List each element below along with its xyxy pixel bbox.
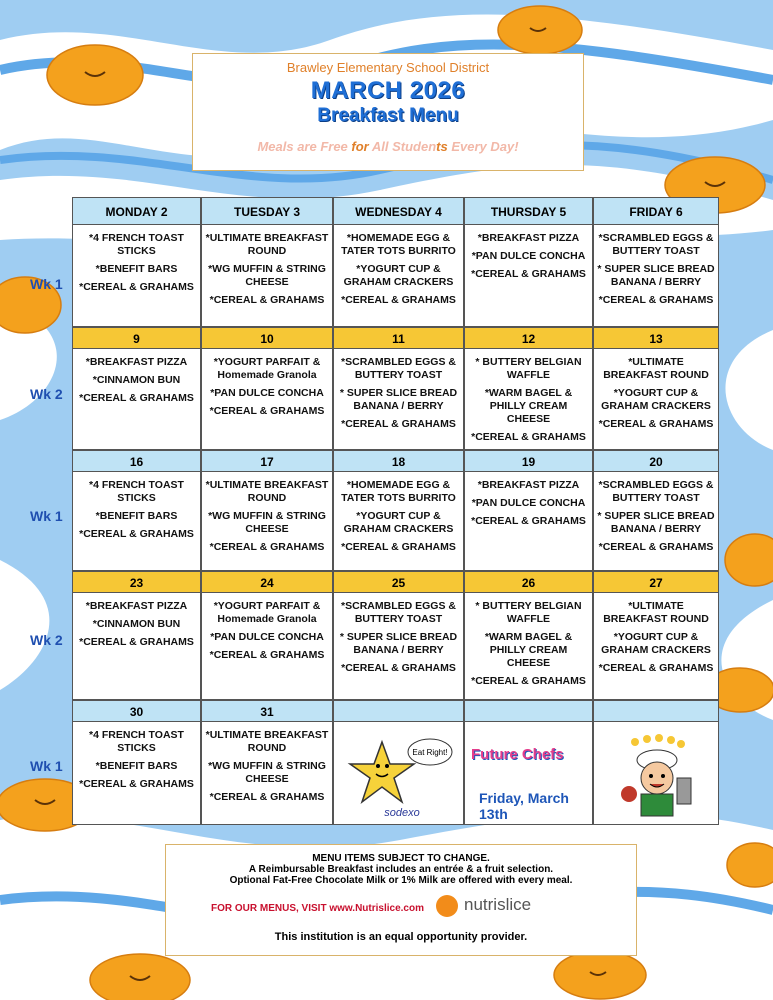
menu-item: *CEREAL & GRAHAMS	[598, 294, 714, 306]
menu-item: *BENEFIT BARS	[95, 263, 178, 275]
future-chefs-logo	[467, 740, 595, 822]
day-header	[201, 571, 333, 593]
menu-item: * SUPER SLICE BREAD BANANA / BERRY	[597, 263, 715, 288]
day-header	[333, 327, 464, 349]
menu-item: * SUPER SLICE BREAD BANANA / BERRY	[339, 631, 458, 656]
menu-item: *YOGURT PARFAIT & Homemade Granola	[213, 356, 321, 381]
day-menu-items	[467, 351, 590, 444]
day-label: THURSDAY 5	[490, 205, 567, 219]
menu-item: * BUTTERY BELGIAN WAFFLE	[475, 600, 582, 625]
menu-item: *CEREAL & GRAHAMS	[598, 418, 714, 430]
day-label: MONDAY 2	[105, 205, 168, 219]
nutrislice-logo-icon	[436, 895, 458, 917]
day-label: 16	[129, 455, 144, 469]
day-cell	[464, 197, 593, 327]
menu-item: *PAN DULCE CONCHA	[471, 497, 586, 509]
menu-item: *WG MUFFIN & STRING CHEESE	[208, 263, 326, 288]
menu-item: *BREAKFAST PIZZA	[477, 232, 580, 244]
day-menu-items	[336, 227, 461, 307]
menu-title: Breakfast Menu	[317, 105, 459, 126]
day-header	[464, 197, 593, 225]
day-menu-items	[75, 351, 198, 405]
day-label: 19	[521, 455, 536, 469]
day-label: FRIDAY 6	[629, 205, 683, 219]
day-label: 30	[129, 705, 144, 719]
free-text-2: All Studen	[368, 139, 437, 154]
day-header	[72, 700, 201, 722]
free-text-3: Every Day!	[447, 139, 519, 154]
menu-item: *CEREAL & GRAHAMS	[341, 418, 456, 430]
menu-item: *ULTIMATE BREAKFAST ROUND	[205, 729, 329, 754]
day-menu-items	[204, 351, 330, 418]
week-label: Wk 1	[30, 758, 63, 774]
menu-item: *CEREAL & GRAHAMS	[471, 515, 586, 527]
day-header	[464, 700, 593, 722]
menu-item: *HOMEMADE EGG & TATER TOTS BURRITO	[341, 479, 456, 504]
menu-item: *YOGURT CUP & GRAHAM CRACKERS	[601, 631, 711, 656]
day-label: 9	[133, 332, 140, 346]
menu-item: *CEREAL & GRAHAMS	[79, 528, 194, 540]
week-label: Wk 1	[30, 276, 63, 292]
week-label: Wk 2	[30, 386, 63, 402]
menu-item: *CEREAL & GRAHAMS	[471, 675, 586, 687]
menu-item: *CEREAL & GRAHAMS	[598, 662, 714, 674]
menu-item: *PAN DULCE CONCHA	[210, 387, 324, 399]
day-header	[333, 571, 464, 593]
free-text-for: for	[351, 139, 369, 154]
day-header	[593, 197, 719, 225]
day-header	[72, 327, 201, 349]
menu-item: *WARM BAGEL & PHILLY CREAM CHEESE	[484, 631, 573, 669]
day-label: 17	[260, 455, 274, 469]
menu-item: *CEREAL & GRAHAMS	[209, 405, 325, 417]
day-header	[201, 327, 333, 349]
menu-item: * SUPER SLICE BREAD BANANA / BERRY	[597, 510, 715, 535]
day-menu-items	[336, 595, 461, 675]
day-menu-items	[204, 724, 330, 804]
menu-item: *BREAKFAST PIZZA	[477, 479, 580, 491]
day-menu-items	[75, 724, 198, 791]
menu-item: * SUPER SLICE BREAD BANANA / BERRY	[339, 387, 458, 412]
menu-item: *YOGURT CUP & GRAHAM CRACKERS	[343, 263, 454, 288]
day-cell	[201, 197, 333, 327]
sodexo-bubble-text: Eat Right!	[412, 748, 448, 757]
day-cell	[201, 571, 333, 700]
menu-item: *CEREAL & GRAHAMS	[598, 541, 714, 553]
day-menu-items	[204, 474, 330, 554]
day-menu-items	[467, 595, 590, 688]
free-text-1: Meals are Free	[257, 139, 352, 154]
menu-item: *CEREAL & GRAHAMS	[79, 281, 194, 293]
menu-item: *YOGURT PARFAIT & Homemade Granola	[213, 600, 321, 625]
day-cell	[593, 571, 719, 700]
day-header	[333, 700, 464, 722]
menu-item: *CEREAL & GRAHAMS	[79, 778, 194, 790]
day-header	[464, 450, 593, 472]
footer-reimbursable-note: A Reimbursable Breakfast includes an entrée & a fruit selection.	[248, 864, 554, 875]
day-header	[464, 327, 593, 349]
menu-item: *CEREAL & GRAHAMS	[341, 294, 456, 306]
sodexo-mascot-logo	[342, 732, 462, 822]
menu-item: *CEREAL & GRAHAMS	[341, 662, 456, 674]
day-label: WEDNESDAY 4	[355, 205, 442, 219]
day-header	[201, 700, 333, 722]
day-menu-items	[596, 227, 716, 307]
day-cell	[593, 197, 719, 327]
day-label: TUESDAY 3	[233, 205, 301, 219]
menu-item: *CEREAL & GRAHAMS	[471, 268, 586, 280]
day-menu-items	[467, 474, 590, 528]
menu-item: *PAN DULCE CONCHA	[471, 250, 586, 262]
day-cell	[72, 450, 201, 571]
menu-item: *WARM BAGEL & PHILLY CREAM CHEESE	[484, 387, 573, 425]
menu-item: *CINNAMON BUN	[92, 374, 181, 386]
day-header	[464, 571, 593, 593]
day-cell	[333, 571, 464, 700]
sodexo-name: sodexo	[384, 807, 420, 819]
menu-item: *CEREAL & GRAHAMS	[471, 431, 586, 443]
day-cell	[593, 327, 719, 450]
day-label: 12	[521, 332, 536, 346]
menu-item: *SCRAMBLED EGGS & BUTTERY TOAST	[598, 232, 714, 257]
day-label: 18	[391, 455, 406, 469]
day-header	[201, 197, 333, 225]
menu-item: *WG MUFFIN & STRING CHEESE	[208, 760, 326, 785]
menu-item: *BENEFIT BARS	[95, 760, 178, 772]
day-cell	[72, 700, 201, 825]
day-cell	[333, 327, 464, 450]
day-cell	[201, 327, 333, 450]
day-menu-items	[204, 595, 330, 662]
day-label: 11	[392, 332, 405, 346]
menu-item: *BENEFIT BARS	[95, 510, 178, 522]
day-menu-items	[75, 474, 198, 541]
day-menu-items	[204, 227, 330, 307]
menu-item: *CEREAL & GRAHAMS	[341, 541, 456, 553]
menu-item: *4 FRENCH TOAST STICKS	[89, 232, 184, 257]
menu-item: *CEREAL & GRAHAMS	[79, 636, 194, 648]
day-label: 26	[521, 576, 536, 590]
day-label: 13	[649, 332, 663, 346]
day-header	[333, 197, 464, 225]
day-header	[593, 327, 719, 349]
week-label: Wk 2	[30, 632, 63, 648]
day-header	[333, 450, 464, 472]
day-header	[593, 571, 719, 593]
future-chefs-text: Future Chefs	[471, 746, 564, 763]
nutrislice-link[interactable]: FOR OUR MENUS, VISIT www.Nutrislice.com	[211, 903, 424, 914]
day-menu-items	[75, 227, 198, 294]
menu-item: *ULTIMATE BREAKFAST ROUND	[603, 600, 709, 625]
day-label: 25	[391, 576, 406, 590]
menu-calendar	[72, 197, 719, 825]
day-menu-items	[336, 474, 461, 554]
day-cell	[464, 571, 593, 700]
menu-item: *HOMEMADE EGG & TATER TOTS BURRITO	[341, 232, 456, 257]
menu-item: *WG MUFFIN & STRING CHEESE	[208, 510, 326, 535]
menu-item: *YOGURT CUP & GRAHAM CRACKERS	[601, 387, 711, 412]
menu-header	[192, 53, 584, 171]
menu-item: *PAN DULCE CONCHA	[210, 631, 324, 643]
day-cell	[201, 450, 333, 571]
day-menu-items	[336, 351, 461, 431]
day-cell	[72, 327, 201, 450]
day-label: 24	[260, 576, 274, 590]
day-menu-items	[596, 595, 716, 675]
day-label: 31	[260, 705, 274, 719]
day-header	[72, 450, 201, 472]
menu-footer	[165, 844, 637, 956]
menu-item: *SCRAMBLED EGGS & BUTTERY TOAST	[341, 600, 456, 625]
menu-item: *CEREAL & GRAHAMS	[79, 392, 194, 404]
menu-item: *ULTIMATE BREAKFAST ROUND	[205, 232, 329, 257]
day-header	[593, 700, 719, 722]
menu-item: *ULTIMATE BREAKFAST ROUND	[603, 356, 709, 381]
day-cell	[72, 197, 201, 327]
menu-month: MARCH 2026	[310, 77, 466, 104]
footer-subject-to-change: MENU ITEMS SUBJECT TO CHANGE.	[312, 853, 490, 864]
day-header	[201, 450, 333, 472]
day-cell	[201, 700, 333, 825]
day-cell	[333, 450, 464, 571]
menu-item: *CEREAL & GRAHAMS	[209, 649, 325, 661]
menu-item: *CEREAL & GRAHAMS	[209, 791, 325, 803]
day-cell	[333, 197, 464, 327]
day-menu-items	[596, 351, 716, 431]
day-label: 23	[129, 576, 144, 590]
day-label: 20	[649, 455, 663, 469]
menu-item: *4 FRENCH TOAST STICKS	[89, 479, 184, 504]
day-cell	[72, 571, 201, 700]
day-menu-items	[596, 474, 716, 554]
day-menu-items	[75, 595, 198, 649]
chef-kid-icon	[605, 732, 705, 820]
menu-item: *YOGURT CUP & GRAHAM CRACKERS	[343, 510, 454, 535]
district-name: Brawley Elementary School District	[286, 60, 490, 75]
nutrislice-wordmark: nutrislice	[464, 895, 532, 914]
menu-item: * BUTTERY BELGIAN WAFFLE	[475, 356, 582, 381]
menu-item: *ULTIMATE BREAKFAST ROUND	[205, 479, 329, 504]
day-label: 10	[260, 332, 274, 346]
free-meals-notice	[193, 139, 583, 154]
day-header	[593, 450, 719, 472]
day-cell	[464, 327, 593, 450]
day-label: 27	[649, 576, 663, 590]
day-header	[72, 571, 201, 593]
week-label: Wk 1	[30, 508, 63, 524]
future-chefs-date: Friday, March 13th	[479, 790, 569, 822]
menu-item: *BREAKFAST PIZZA	[85, 600, 188, 612]
menu-item: *SCRAMBLED EGGS & BUTTERY TOAST	[341, 356, 456, 381]
day-cell	[464, 450, 593, 571]
free-text-ts: ts	[436, 139, 448, 154]
day-menu-items	[467, 227, 590, 281]
day-header	[72, 197, 201, 225]
menu-item: *BREAKFAST PIZZA	[85, 356, 188, 368]
equal-opportunity-statement: This institution is an equal opportunity provider.	[274, 931, 528, 943]
menu-item: *SCRAMBLED EGGS & BUTTERY TOAST	[598, 479, 714, 504]
menu-item: *CINNAMON BUN	[92, 618, 181, 630]
footer-milk-note: Optional Fat-Free Chocolate Milk or 1% Milk are offered with every meal.	[229, 875, 573, 886]
day-cell	[593, 450, 719, 571]
menu-item: *CEREAL & GRAHAMS	[209, 294, 325, 306]
menu-item: *4 FRENCH TOAST STICKS	[89, 729, 184, 754]
menu-item: *CEREAL & GRAHAMS	[209, 541, 325, 553]
